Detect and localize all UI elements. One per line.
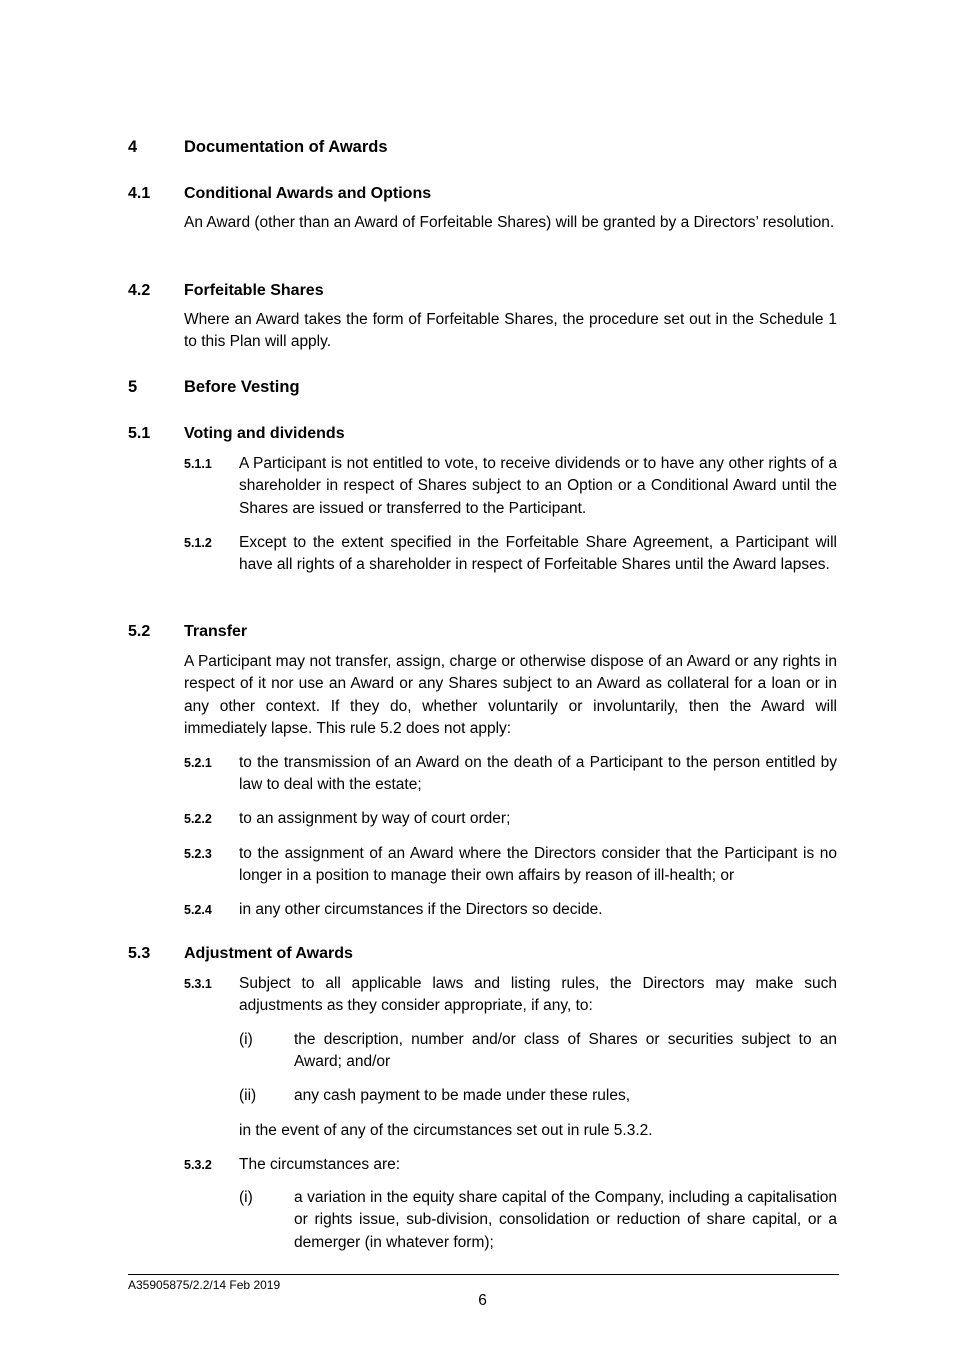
clause-text: to an assignment by way of court order; bbox=[239, 810, 511, 827]
paragraph: Where an Award takes the form of Forfeitable Shares, the procedure set out in the Schedule 1 to this Plan will apply. bbox=[184, 311, 837, 351]
roman-number: (i) bbox=[239, 1031, 253, 1048]
clause-number: 5.3.1 bbox=[184, 977, 212, 991]
clause-number: 5.1.1 bbox=[184, 457, 212, 471]
clause-number: 5.2.1 bbox=[184, 756, 212, 770]
subsection-title: Adjustment of Awards bbox=[184, 945, 353, 962]
section-title: Documentation of Awards bbox=[184, 138, 388, 156]
clause-number: 5.2.4 bbox=[184, 903, 212, 917]
clause-number: 5.2.3 bbox=[184, 847, 212, 861]
clause-text: in any other circumstances if the Directors so decide. bbox=[239, 901, 603, 918]
roman-text: the description, number and/or class of Shares or securities subject to an Award; and/or bbox=[294, 1031, 837, 1071]
footer-divider bbox=[128, 1274, 839, 1275]
clause-text: Subject to all applicable laws and listing rules, the Directors may make such adjustments as they consider appropriate, if any, to: bbox=[239, 975, 837, 1015]
subsection-title: Forfeitable Shares bbox=[184, 282, 324, 299]
subsection-title: Transfer bbox=[184, 623, 248, 640]
section-number: 5 bbox=[128, 378, 138, 396]
clause-text: Except to the extent specified in the Forfeitable Share Agreement, a Participant will have all rights of a shareholder in respect of Forfeitable Shares until the Award lapses. bbox=[239, 534, 837, 574]
document-reference: A35905875/2.2/14 Feb 2019 bbox=[128, 1278, 281, 1292]
roman-text: a variation in the equity share capital of the Company, including a capitalisation or rights issue, sub-division, consolidation or reduction of share capital, or a demerger (in whatever form); bbox=[294, 1189, 837, 1251]
clause-text: to the transmission of an Award on the death of a Participant to the person entitled by law to deal with the estate; bbox=[239, 754, 837, 794]
subsection-number: 4.2 bbox=[128, 282, 151, 299]
page-number: 6 bbox=[478, 1292, 487, 1309]
paragraph: An Award (other than an Award of Forfeitable Shares) will be granted by a Directors’ resolution. bbox=[184, 214, 835, 231]
clause-text: The circumstances are: bbox=[239, 1156, 401, 1173]
roman-text: any cash payment to be made under these rules, bbox=[294, 1087, 631, 1104]
clause-number: 5.1.2 bbox=[184, 536, 212, 550]
clause-tail-text: in the event of any of the circumstances set out in rule 5.3.2. bbox=[239, 1122, 653, 1139]
subsection-number: 5.2 bbox=[128, 623, 151, 640]
subsection-title: Voting and dividends bbox=[184, 425, 345, 442]
clause-number: 5.3.2 bbox=[184, 1158, 212, 1172]
clause-text: to the assignment of an Award where the Directors consider that the Participant is no longer in a position to manage their own affairs by reason of ill-health; or bbox=[239, 845, 837, 885]
subsection-number: 5.3 bbox=[128, 945, 151, 962]
clause-text: A Participant is not entitled to vote, to receive dividends or to have any other rights of a shareholder in respect of Shares subject to an Option or a Conditional Award until the Shares are issued or transferred to the Participant. bbox=[239, 455, 837, 517]
section-number: 4 bbox=[128, 138, 138, 156]
subsection-number: 4.1 bbox=[128, 185, 151, 202]
subsection-title: Conditional Awards and Options bbox=[184, 185, 432, 202]
section-title: Before Vesting bbox=[184, 378, 300, 396]
subsection-number: 5.1 bbox=[128, 425, 151, 442]
paragraph: A Participant may not transfer, assign, charge or otherwise dispose of an Award or any rights in respect of it nor use an Award or any Shares subject to an Award as collateral for a loan or in any other context. If they do, whether voluntarily or involuntarily, then the Award will immediately lapse. This rule 5.2 does not apply: bbox=[184, 653, 837, 738]
roman-number: (ii) bbox=[239, 1087, 257, 1104]
roman-number: (i) bbox=[239, 1189, 253, 1206]
clause-number: 5.2.2 bbox=[184, 812, 212, 826]
